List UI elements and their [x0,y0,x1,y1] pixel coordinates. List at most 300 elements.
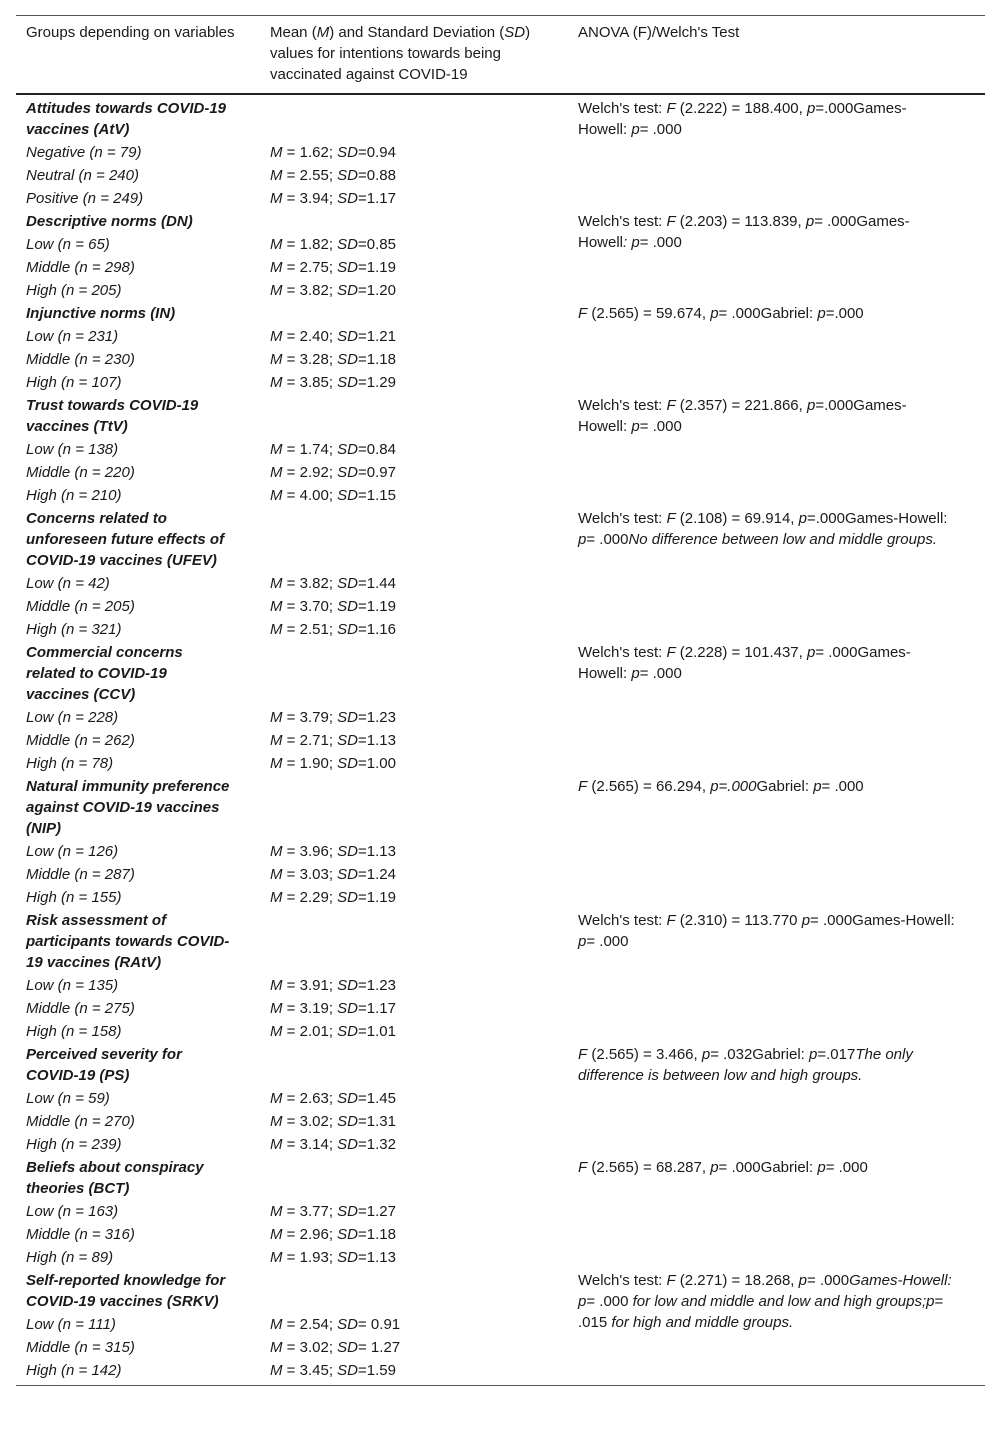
level-label: High (n = 210) [26,487,122,504]
sd-value: 1.45 [366,1090,396,1107]
test-text: p [631,418,640,435]
mean-symbol: M [270,1316,283,1333]
test-text: p [813,778,822,795]
test-text: = .000 [639,234,682,251]
level-label-cell [16,279,260,302]
equals-sign: = [282,621,300,638]
equals-sign: = [358,351,367,368]
level-label: Middle (n = 287) [26,866,135,883]
test-text: = .000 [586,933,629,950]
test-text: p [801,912,811,929]
test-text: F [666,912,676,929]
mean-value: 3.85 [299,374,329,391]
level-label: Middle (n = 316) [26,1226,135,1243]
separator: ; [328,1023,338,1040]
test-text: F [666,644,676,661]
mean-symbol: M [270,1362,283,1379]
mean-sd-cell [260,1359,564,1386]
equals-sign: = [282,464,300,481]
equals-sign: = [358,575,367,592]
sd-value: 1.44 [366,575,396,592]
test-text: = .000Games-Howell [578,213,910,251]
test-text: F [578,778,588,795]
test-text: =.017 [817,1046,856,1063]
equals-sign: = [358,598,367,615]
level-label-cell [16,461,260,484]
equals-sign: = [282,1226,300,1243]
separator: ; [328,1339,338,1356]
separator: ; [328,144,338,161]
mean-symbol: M [270,977,283,994]
test-text: Welch's test: [578,397,667,414]
level-label: High (n = 239) [26,1136,122,1153]
group-name: Attitudes towards COVID-19 vaccines (AtV) [26,100,227,138]
group-name-cell [16,507,260,572]
group-stat-cell [260,909,564,974]
mean-symbol: M [270,190,283,207]
group-name-cell [16,1156,260,1200]
sd-symbol: SD [337,866,358,883]
sd-value: 0.84 [366,441,396,458]
mean-value: 2.01 [299,1023,329,1040]
separator: ; [328,236,338,253]
sd-value: 1.13 [366,732,396,749]
group-row [16,1156,985,1200]
test-text: = .000Gabriel: [718,1159,818,1176]
mean-sd-cell [260,187,564,210]
test-text: = .000 [806,1272,850,1289]
sd-value: 1.59 [366,1362,396,1379]
mean-value: 3.79 [299,709,329,726]
header-sd-symbol: SD [504,24,526,41]
test-text: p [798,1272,807,1289]
sd-value: 1.18 [366,1226,396,1243]
test-text: p [631,665,640,682]
separator: ; [328,351,338,368]
test-text: p [806,397,816,414]
mean-symbol: M [270,866,283,883]
mean-sd-cell [260,1133,564,1156]
equals-sign: = [282,236,300,253]
equals-sign: = [282,1339,300,1356]
test-result-cell [564,210,985,302]
mean-symbol: M [270,732,283,749]
separator: ; [328,1249,338,1266]
sd-value: 1.19 [366,889,396,906]
group-stat-cell [260,1269,564,1313]
mean-symbol: M [270,441,283,458]
test-text: p [710,1159,719,1176]
mean-symbol: M [270,1339,283,1356]
mean-sd-cell [260,1020,564,1043]
sd-symbol: SD [337,843,358,860]
header-mean-sd-text: ) and Standard Deviation ( [329,24,505,41]
equals-sign: = [282,282,300,299]
level-label-cell [16,371,260,394]
test-text: Welch's test: [578,912,667,929]
level-label: Middle (n = 298) [26,259,135,276]
equals-sign: = [282,977,300,994]
equals-sign: = [282,866,300,883]
test-text: (2.565) = 66.294, [587,778,711,795]
level-label: Low (n = 65) [26,236,110,253]
mean-value: 1.62 [299,144,329,161]
group-name: Trust towards COVID-19 vaccines (TtV) [26,397,199,435]
sd-value: 1.21 [366,328,396,345]
equals-sign: = [358,1249,367,1266]
equals-sign: = [358,1339,367,1356]
group-row [16,210,985,233]
equals-sign: = [358,709,367,726]
equals-sign: = [282,1136,300,1153]
level-label: High (n = 321) [26,621,122,638]
test-result-cell [564,394,985,507]
mean-symbol: M [270,598,283,615]
level-label: Positive (n = 249) [26,190,144,207]
mean-symbol: M [270,144,283,161]
level-label: Low (n = 228) [26,709,119,726]
mean-symbol: M [270,575,283,592]
group-row [16,1043,985,1087]
equals-sign: = [282,167,300,184]
mean-symbol: M [270,1113,283,1130]
test-text: (2.565) = 68.287, [587,1159,711,1176]
level-label-cell [16,1313,260,1336]
level-label-cell [16,1133,260,1156]
group-name: Beliefs about conspiracy theories (BCT) [26,1159,204,1197]
equals-sign: = [282,755,300,772]
separator: ; [328,977,338,994]
group-row [16,507,985,572]
sd-value: 0.91 [366,1316,401,1333]
sd-symbol: SD [337,709,358,726]
group-row [16,302,985,325]
test-text: p [578,933,587,950]
level-label-cell [16,863,260,886]
mean-sd-cell [260,997,564,1020]
group-name-cell [16,394,260,438]
separator: ; [328,167,338,184]
mean-symbol: M [270,328,283,345]
test-text: F [578,1159,588,1176]
sd-symbol: SD [337,441,358,458]
test-text: p [806,100,816,117]
group-name-cell [16,94,260,141]
sd-value: 1.18 [366,351,396,368]
level-label-cell [16,706,260,729]
test-text: = .032Gabriel: [710,1046,809,1063]
level-label-cell [16,348,260,371]
mean-sd-cell [260,974,564,997]
test-text: Welch's test: [578,1272,667,1289]
sd-symbol: SD [337,598,358,615]
sd-value: 1.27 [366,1203,396,1220]
sd-symbol: SD [337,144,358,161]
equals-sign: = [282,1000,300,1017]
sd-symbol: SD [337,575,358,592]
mean-value: 2.54 [299,1316,329,1333]
level-label: Low (n = 111) [26,1316,116,1333]
sd-symbol: SD [337,167,358,184]
separator: ; [328,464,338,481]
equals-sign: = [358,1203,367,1220]
mean-value: 3.02 [299,1339,329,1356]
test-text: (2.310) = 113.770 [675,912,802,929]
mean-value: 2.75 [299,259,329,276]
mean-symbol: M [270,1203,283,1220]
test-text: Welch's test: [578,100,667,117]
header-m-symbol: M [316,24,330,41]
sd-symbol: SD [337,1000,358,1017]
level-label-cell [16,187,260,210]
mean-value: 2.29 [299,889,329,906]
test-text: F [666,510,676,527]
header-groups: Groups depending on variables [16,16,260,95]
sd-value: 0.85 [366,236,396,253]
separator: ; [328,843,338,860]
group-stat-cell [260,507,564,572]
test-text: p [701,1046,711,1063]
level-label: Middle (n = 275) [26,1000,135,1017]
level-label: Middle (n = 220) [26,464,135,481]
group-row [16,909,985,974]
mean-value: 2.40 [299,328,329,345]
group-row [16,1269,985,1313]
equals-sign: = [282,709,300,726]
mean-sd-cell [260,863,564,886]
mean-value: 3.02 [299,1113,329,1130]
mean-value: 2.92 [299,464,329,481]
equals-sign: = [358,1316,367,1333]
test-text: = .000 [586,1293,633,1310]
separator: ; [328,889,338,906]
equals-sign: = [282,1113,300,1130]
sd-symbol: SD [337,977,358,994]
sd-symbol: SD [337,1362,358,1379]
equals-sign: = [358,755,367,772]
test-text: p [806,644,816,661]
level-label-cell [16,141,260,164]
equals-sign: = [282,732,300,749]
mean-symbol: M [270,843,283,860]
mean-sd-cell [260,348,564,371]
level-label-cell [16,1200,260,1223]
equals-sign: = [282,1090,300,1107]
level-label: High (n = 142) [26,1362,122,1379]
level-label: High (n = 78) [26,755,114,772]
separator: ; [328,374,338,391]
level-label: Low (n = 163) [26,1203,119,1220]
sd-value: 1.20 [366,282,396,299]
sd-value: 1.17 [366,1000,396,1017]
sd-symbol: SD [337,1090,358,1107]
sd-symbol: SD [337,487,358,504]
mean-sd-cell [260,256,564,279]
mean-symbol: M [270,621,283,638]
mean-value: 1.93 [299,1249,329,1266]
separator: ; [328,1136,338,1153]
separator: ; [328,575,338,592]
header-row [16,16,985,95]
test-text: F [666,397,676,414]
test-text: p [817,305,826,322]
sd-symbol: SD [337,1113,358,1130]
test-text: F [666,213,676,230]
level-label: Neutral (n = 240) [26,167,139,184]
level-label-cell [16,572,260,595]
separator: ; [328,1226,338,1243]
level-label-cell [16,997,260,1020]
sd-symbol: SD [337,328,358,345]
sd-symbol: SD [337,374,358,391]
group-stat-cell [260,302,564,325]
test-text: Welch's test: [578,213,667,230]
test-text: = .000 [586,531,629,548]
separator: ; [328,709,338,726]
group-stat-cell [260,641,564,706]
mean-value: 3.77 [299,1203,329,1220]
group-name: Commercial concerns related to COVID-19 vaccines (CCV) [26,644,183,703]
mean-sd-cell [260,752,564,775]
group-row [16,775,985,840]
test-text: Welch's test: [578,510,667,527]
separator: ; [328,328,338,345]
mean-value: 3.82 [299,575,329,592]
mean-value: 3.03 [299,866,329,883]
mean-value: 2.51 [299,621,329,638]
mean-value: 3.82 [299,282,329,299]
mean-sd-cell [260,1223,564,1246]
test-text: (2.271) = 18.268, [675,1272,799,1289]
test-text: (2.108) = 69.914, [675,510,799,527]
separator: ; [328,1316,338,1333]
mean-value: 1.74 [299,441,329,458]
separator: ; [328,1000,338,1017]
mean-symbol: M [270,282,283,299]
test-text: for low and middle and low and high groups;p [632,1293,935,1310]
sd-value: 1.15 [366,487,396,504]
separator: ; [328,487,338,504]
sd-value: 0.94 [366,144,396,161]
equals-sign: = [358,1113,367,1130]
equals-sign: = [358,1090,367,1107]
group-row [16,394,985,438]
test-text: =.000Games-Howell: [578,100,907,138]
equals-sign: = [358,259,367,276]
equals-sign: = [282,441,300,458]
group-name: Self-reported knowledge for COVID-19 vaccines (SRKV) [26,1272,226,1310]
separator: ; [328,1362,338,1379]
sd-value: 1.01 [366,1023,396,1040]
level-label-cell [16,325,260,348]
level-label-cell [16,974,260,997]
mean-sd-cell [260,1246,564,1269]
sd-symbol: SD [337,259,358,276]
mean-value: 3.94 [299,190,329,207]
test-text: No difference between low and middle groups. [628,531,937,548]
sd-value: 1.29 [366,374,396,391]
mean-symbol: M [270,374,283,391]
equals-sign: = [358,236,367,253]
mean-sd-cell [260,141,564,164]
group-name-cell [16,909,260,974]
test-text: = .000Games-Howell: [578,644,911,682]
mean-symbol: M [270,167,283,184]
equals-sign: = [358,464,367,481]
equals-sign: = [358,374,367,391]
mean-symbol: M [270,1023,283,1040]
group-name: Descriptive norms (DN) [26,213,193,230]
mean-symbol: M [270,1226,283,1243]
sd-value: 1.17 [366,190,396,207]
equals-sign: = [282,351,300,368]
sd-value: 1.19 [366,598,396,615]
test-text: = .000 [639,418,682,435]
mean-symbol: M [270,487,283,504]
test-text: = .000 [821,778,864,795]
sd-symbol: SD [337,732,358,749]
test-text: p [710,305,719,322]
test-text: p [631,121,640,138]
mean-value: 2.96 [299,1226,329,1243]
equals-sign: = [282,190,300,207]
sd-value: 1.00 [366,755,396,772]
mean-sd-cell [260,164,564,187]
test-text: (2.565) = 59.674, [587,305,711,322]
level-label: Negative (n = 79) [26,144,142,161]
mean-sd-cell [260,1313,564,1336]
test-result-cell [564,507,985,641]
group-name-cell [16,641,260,706]
group-stat-cell [260,210,564,233]
sd-value: 1.31 [366,1113,396,1130]
sd-value: 1.19 [366,259,396,276]
sd-symbol: SD [337,1203,358,1220]
equals-sign: = [358,1023,367,1040]
level-label-cell [16,1110,260,1133]
level-label: Low (n = 59) [26,1090,110,1107]
sd-symbol: SD [337,1136,358,1153]
group-name-cell [16,775,260,840]
equals-sign: = [282,1316,300,1333]
mean-symbol: M [270,709,283,726]
separator: ; [328,282,338,299]
table-body [16,94,985,1386]
test-text: for high and middle groups. [611,1314,794,1331]
header-mean-sd-text: Mean ( [270,24,317,41]
mean-value: 2.55 [299,167,329,184]
equals-sign: = [282,259,300,276]
equals-sign: = [358,328,367,345]
group-name-cell [16,302,260,325]
mean-sd-cell [260,1200,564,1223]
test-text: = .000Gabriel: [718,305,818,322]
level-label: Low (n = 126) [26,843,119,860]
level-label: Low (n = 138) [26,441,119,458]
group-stat-cell [260,394,564,438]
sd-value: 1.32 [366,1136,396,1153]
level-label-cell [16,886,260,909]
mean-sd-cell [260,886,564,909]
test-text: = .000Games-Howell: [810,912,955,929]
level-label-cell [16,1336,260,1359]
level-label: Low (n = 135) [26,977,119,994]
equals-sign: = [358,977,367,994]
mean-value: 1.82 [299,236,329,253]
level-label: Middle (n = 270) [26,1113,135,1130]
equals-sign: = [282,1362,300,1379]
separator: ; [328,1113,338,1130]
